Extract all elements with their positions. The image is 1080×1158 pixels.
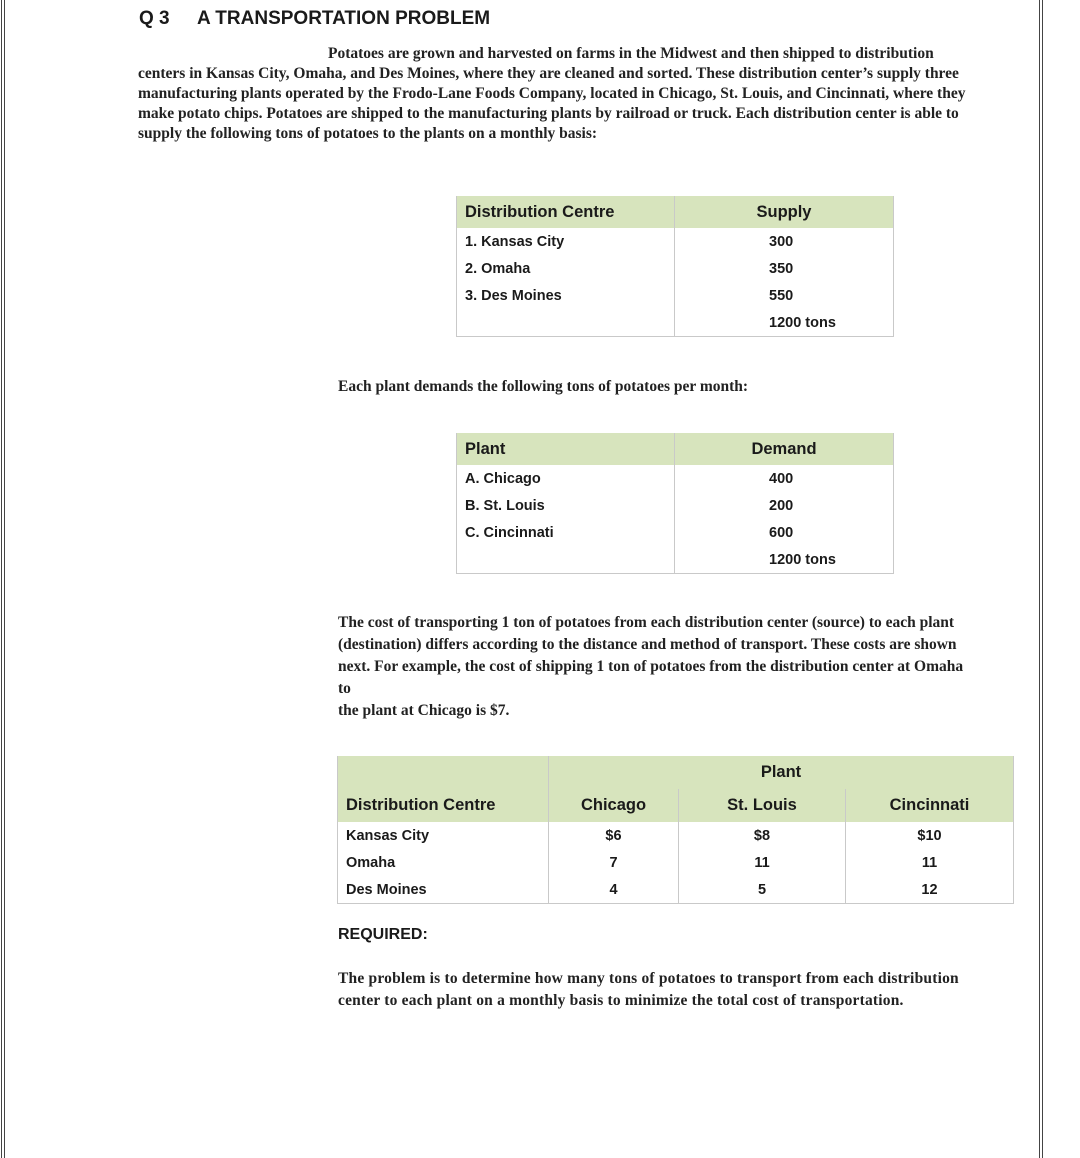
table-header-row: [457, 196, 894, 228]
table-cell: [338, 756, 549, 789]
table-cell: 350: [675, 255, 894, 282]
table-cell: 5: [679, 876, 846, 904]
supply-total: 1200 tons: [675, 309, 894, 337]
table-cell: 2. Omaha: [457, 255, 675, 282]
table-cell: 200: [675, 492, 894, 519]
required-text: The problem is to determine how many tons of potatoes to transport from each distribution center to each plant on a monthly basis to minimize the total cost of transportation.: [338, 970, 959, 1009]
column-header: Distribution Centre: [338, 789, 549, 822]
table-cell: Kansas City: [338, 822, 549, 849]
table-group-header-row: [338, 756, 1014, 789]
question-heading: A TRANSPORTATION PROBLEM: [197, 8, 491, 29]
cost-paragraph: [338, 612, 973, 722]
intro-paragraph: Potatoes are grown and harvested on farms in the Midwest and then shipped to distribution centers in Kansas City, Omaha, and Des Moines, where they are cleaned and sorted. These distribution center’s supply three manufacturing plants operated by the Frodo-Lane Foods Company, located in Chicago, St. Louis, and Cincinnati, where they make potato chips. Potatoes are shipped to the manufacturing plants by railroad or truck. Each distribution center is able to supply the following tons of potatoes to the plants on a monthly basis:: [138, 45, 966, 142]
demand-table: [456, 433, 894, 574]
column-header: Distribution Centre: [457, 196, 675, 228]
table-cell: 300: [675, 228, 894, 255]
table-cell: 400: [675, 465, 894, 492]
cost-table: [337, 756, 1014, 904]
column-header: Cincinnati: [846, 789, 1014, 822]
table-cell: [457, 309, 675, 337]
question-number: Q 3: [139, 8, 170, 29]
table-row: [338, 849, 1014, 876]
supply-table: [456, 196, 894, 337]
cost-paragraph-text: The cost of transporting 1 ton of potatoes from each distribution center (source) to each plant (destination) differs according to the distance and method of transport. These costs are shown next. For example, the cost of shipping 1 ton of potatoes from the distribution center at Omaha to: [338, 614, 964, 697]
table-row: [457, 228, 894, 255]
table-cell: Des Moines: [338, 876, 549, 904]
column-header: Plant: [457, 433, 675, 465]
question-title: [139, 8, 490, 30]
table-row: [457, 255, 894, 282]
demand-total: 1200 tons: [675, 546, 894, 574]
column-header: St. Louis: [679, 789, 846, 822]
table-cell: 3. Des Moines: [457, 282, 675, 309]
column-header: Supply: [675, 196, 894, 228]
table-row: [457, 492, 894, 519]
table-header-row: [457, 433, 894, 465]
table-row: [457, 465, 894, 492]
plant-group-header: Plant: [549, 756, 1014, 789]
table-cell: 7: [549, 849, 679, 876]
column-header: Demand: [675, 433, 894, 465]
table-cell: 11: [679, 849, 846, 876]
table-total-row: [457, 309, 894, 337]
table-cell: 4: [549, 876, 679, 904]
table-cell: Omaha: [338, 849, 549, 876]
table-header-row: [338, 789, 1014, 822]
table-row: [338, 876, 1014, 904]
demand-intro: Each plant demands the following tons of potatoes per month:: [338, 378, 749, 395]
table-row: [457, 519, 894, 546]
right-border-rule: [1042, 0, 1043, 1158]
table-cell: $8: [679, 822, 846, 849]
table-row: [338, 822, 1014, 849]
table-cell: C. Cincinnati: [457, 519, 675, 546]
table-cell: 11: [846, 849, 1014, 876]
cost-paragraph-example: the plant at Chicago is $7.: [338, 702, 510, 719]
required-label: REQUIRED:: [338, 926, 428, 943]
table-cell: 600: [675, 519, 894, 546]
table-cell: [457, 546, 675, 574]
table-cell: 550: [675, 282, 894, 309]
right-border-rule: [1039, 0, 1040, 1158]
left-border-rule: [1, 0, 2, 1158]
left-border-rule: [4, 0, 5, 1158]
table-cell: 1. Kansas City: [457, 228, 675, 255]
table-total-row: [457, 546, 894, 574]
column-header: Chicago: [549, 789, 679, 822]
table-row: [457, 282, 894, 309]
table-cell: B. St. Louis: [457, 492, 675, 519]
table-cell: A. Chicago: [457, 465, 675, 492]
table-cell: $6: [549, 822, 679, 849]
table-cell: $10: [846, 822, 1014, 849]
table-cell: 12: [846, 876, 1014, 904]
